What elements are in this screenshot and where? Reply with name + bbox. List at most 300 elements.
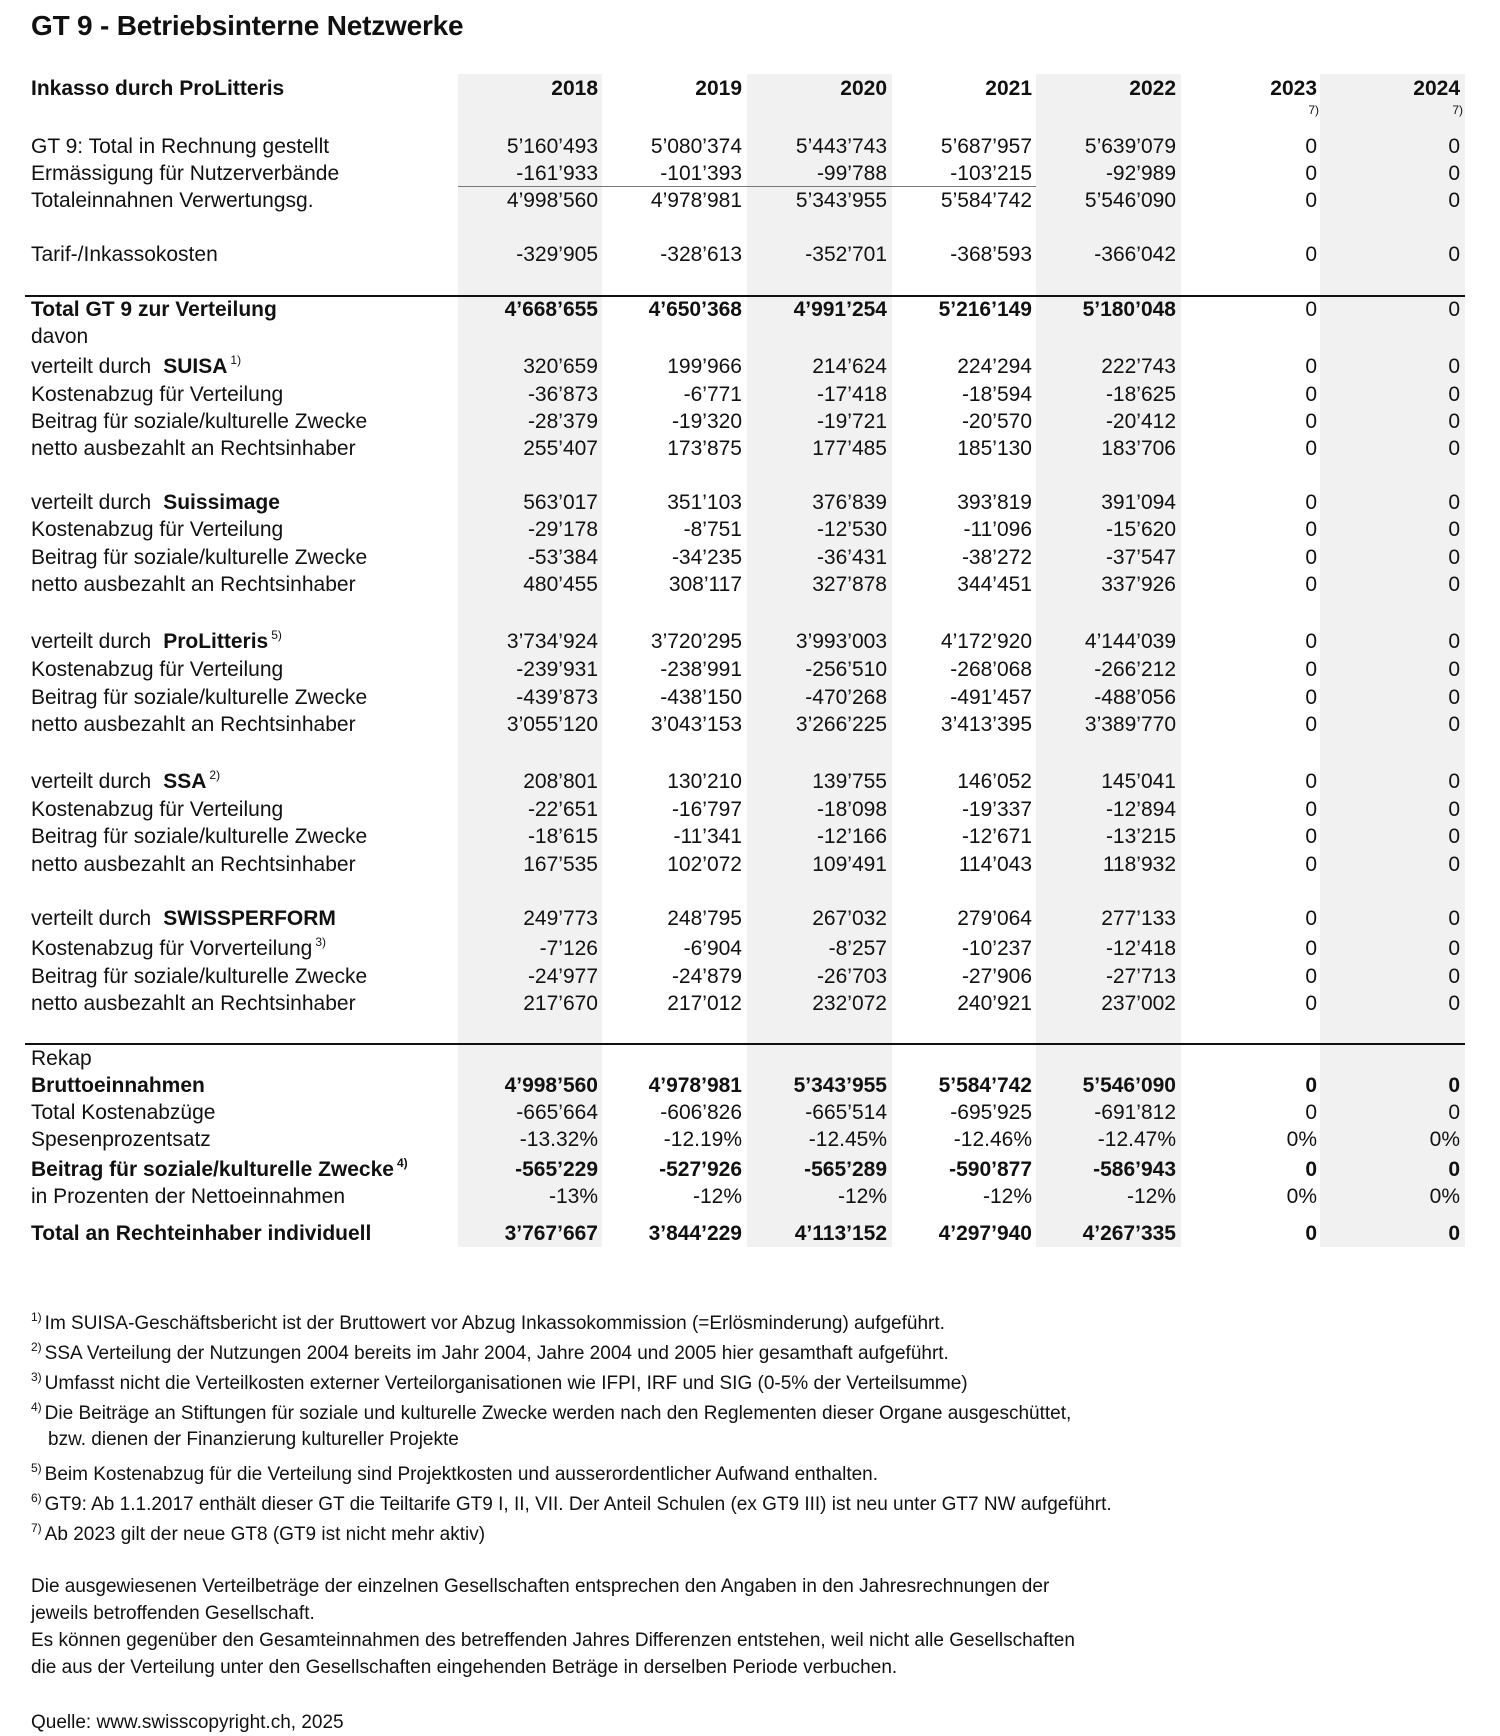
cell: -18’594: [961, 383, 1032, 406]
cell: 0: [1305, 437, 1317, 460]
table-row: [0, 571, 1500, 598]
year-footnote-mark: 7): [1308, 103, 1319, 117]
cell: 3’413’395: [940, 713, 1032, 736]
footnote-mark: 1): [230, 353, 242, 367]
total-row: [0, 296, 1500, 323]
footnote-mark: 3): [315, 935, 327, 949]
footnote-text: bzw. dienen der Finanzierung kultureller Projekte: [48, 1429, 459, 1450]
cell: 0%: [1286, 1185, 1317, 1208]
table-row: [0, 381, 1500, 408]
footnote: [31, 1310, 945, 1335]
table-row: [0, 684, 1500, 711]
cell: -18’615: [527, 825, 598, 848]
row-label: netto ausbezahlt an Rechtsinhaber: [31, 853, 356, 876]
cell: 0: [1305, 937, 1317, 960]
cell: -18’625: [1105, 383, 1176, 406]
cell: -19’320: [671, 410, 742, 433]
rekap-row: [0, 1183, 1500, 1210]
cell: 249’773: [523, 907, 598, 930]
cell: 0%: [1429, 1185, 1460, 1208]
cell: 3’993’003: [795, 630, 887, 653]
cell: -565’229: [515, 1158, 598, 1181]
cell: 4’998’560: [506, 189, 598, 212]
cell: 0: [1448, 383, 1460, 406]
org-name: SWISSPERFORM: [163, 907, 336, 930]
cell: 0: [1448, 798, 1460, 821]
cell: -565’289: [804, 1158, 887, 1181]
cell: 3’734’924: [506, 630, 598, 653]
footnote-mark: 2): [31, 1340, 42, 1354]
cell: -527’926: [659, 1158, 742, 1181]
row-label: Tarif-/Inkassokosten: [31, 243, 218, 266]
distribution-prefix: verteilt durch: [31, 491, 152, 514]
cell: -34’235: [671, 546, 742, 569]
rekap-row: [0, 1156, 1500, 1183]
cell: -101’393: [660, 162, 742, 185]
cell: -439’873: [516, 686, 598, 709]
org-name: ProLitteris: [163, 630, 269, 653]
cell: 0: [1448, 825, 1460, 848]
group-header-row: [0, 489, 1500, 516]
cell: -18’098: [816, 798, 887, 821]
cell: 0: [1448, 1101, 1460, 1124]
cell: -36’873: [527, 383, 598, 406]
cell: 0: [1448, 546, 1460, 569]
cell: 0: [1448, 573, 1460, 596]
row-label: Beitrag für soziale/kulturelle Zwecke: [31, 965, 368, 988]
table-row: [0, 656, 1500, 683]
footnote: [31, 1521, 485, 1546]
cell: 4’172’920: [940, 630, 1032, 653]
cell: 0: [1448, 1158, 1460, 1181]
cell: -665’514: [805, 1101, 887, 1124]
cell: 0: [1305, 825, 1317, 848]
cell: 5’343’955: [795, 189, 887, 212]
cell: -12%: [1126, 1185, 1176, 1208]
cell: -29’178: [527, 518, 598, 541]
cell: 0: [1448, 907, 1460, 930]
row-label: [31, 935, 326, 962]
row-label: netto ausbezahlt an Rechtsinhaber: [31, 992, 356, 1015]
row-label: Bruttoeinnahmen: [31, 1074, 205, 1097]
year-header: 2021: [985, 77, 1032, 100]
cell: 5’160’493: [506, 135, 598, 158]
cell: -103’215: [950, 162, 1032, 185]
cell: 0: [1448, 992, 1460, 1015]
cell: -665’664: [516, 1101, 598, 1124]
cell: 0: [1448, 491, 1460, 514]
cell: 139’755: [812, 770, 887, 793]
cell: 0: [1305, 491, 1317, 514]
table-row: [0, 544, 1500, 571]
cell: 199’966: [667, 355, 742, 378]
cell: 0: [1305, 713, 1317, 736]
cell: 173’875: [667, 437, 742, 460]
year-header: 2022: [1129, 77, 1176, 100]
row-label: Ermässigung für Nutzerverbände: [31, 162, 340, 185]
cell: 0: [1448, 298, 1460, 321]
footnote-mark: 6): [31, 1491, 42, 1505]
page-title: GT 9 - Betriebsinterne Netzwerke: [31, 10, 464, 41]
cell: 232’072: [812, 992, 887, 1015]
cell: 102’072: [667, 853, 742, 876]
row-label: netto ausbezahlt an Rechtsinhaber: [31, 713, 356, 736]
cell: 5’443’743: [795, 135, 887, 158]
row-label: in Prozenten der Nettoeinnahmen: [31, 1185, 346, 1208]
cell: 5’687’957: [940, 135, 1032, 158]
cell: 320’659: [523, 355, 598, 378]
footnote-text: Umfasst nicht die Verteilkosten externer Verteilorganisationen wie IFPI, IRF und SIG (0-5% der Verteilsumme): [44, 1373, 968, 1394]
table-header-row: [0, 75, 1500, 102]
cell: 177’485: [812, 437, 887, 460]
cell: 0: [1305, 162, 1317, 185]
cell: 0: [1305, 907, 1317, 930]
cell: 4’297’940: [938, 1222, 1032, 1245]
table-row: [0, 323, 1500, 350]
cell: 240’921: [957, 992, 1032, 1015]
cell: 0: [1448, 1222, 1460, 1245]
org-name: SUISA: [163, 355, 228, 378]
cell: 3’055’120: [506, 713, 598, 736]
cell: 0: [1305, 573, 1317, 596]
row-label: Totaleinnahnen Verwertungsg.: [31, 189, 314, 212]
cell: 0: [1448, 355, 1460, 378]
cell: 248’795: [667, 907, 742, 930]
cell: -491’457: [950, 686, 1032, 709]
footnote-mark: 7): [31, 1521, 42, 1535]
cell: 0: [1305, 658, 1317, 681]
cell: 109’491: [812, 853, 887, 876]
cell: -27’906: [961, 965, 1032, 988]
distribution-prefix: verteilt durch: [31, 355, 152, 378]
cell: 0: [1448, 937, 1460, 960]
cell: 4’978’981: [650, 189, 742, 212]
distribution-prefix: verteilt durch: [31, 907, 152, 930]
notes-line: Die ausgewiesenen Verteilbeträge der einzelnen Gesellschaften entsprechen den Angaben in den Jahresrechnungen der: [31, 1576, 1050, 1597]
cell: 224’294: [957, 355, 1032, 378]
cell: -53’384: [527, 546, 598, 569]
row-label: Beitrag für soziale/kulturelle Zwecke: [31, 686, 368, 709]
cell: 0: [1448, 1074, 1460, 1097]
row-label: Kostenabzug für Verteilung: [31, 658, 284, 681]
cell: 0: [1448, 518, 1460, 541]
cell: -28’379: [527, 410, 598, 433]
cell: 0: [1305, 518, 1317, 541]
cell: 3’266’225: [795, 713, 887, 736]
cell: 5’546’090: [1082, 1074, 1176, 1097]
cell: -691’812: [1094, 1101, 1176, 1124]
table-header-label: Inkasso durch ProLitteris: [31, 77, 285, 100]
rekap-label-row: [0, 1045, 1500, 1072]
cell: -366’042: [1094, 243, 1176, 266]
cell: 0: [1448, 965, 1460, 988]
cell: 0: [1305, 1074, 1317, 1097]
cell: 277’133: [1101, 907, 1176, 930]
row-label: [31, 489, 280, 516]
footnote-mark: 5): [271, 628, 282, 642]
cell: 4’991’254: [793, 298, 887, 321]
cell: -17’418: [816, 383, 887, 406]
cell: 0: [1305, 1222, 1317, 1245]
footnote-text: SSA Verteilung der Nutzungen 2004 bereits im Jahr 2004, Jahre 2004 und 2005 hier gesamthaft aufgeführt.: [44, 1343, 949, 1364]
row-label: Total an Rechteinhaber individuell: [31, 1222, 372, 1245]
row-label: [31, 353, 241, 380]
cell: 146’052: [957, 770, 1032, 793]
cell: -161’933: [516, 162, 598, 185]
cell: -606’826: [660, 1101, 742, 1124]
cell: -368’593: [950, 243, 1032, 266]
cell: 208’801: [523, 770, 598, 793]
row-label: [31, 768, 220, 795]
cell: 5’080’374: [650, 135, 742, 158]
cell: -268’068: [950, 658, 1032, 681]
row-label: [31, 905, 336, 932]
cell: -256’510: [805, 658, 887, 681]
cell: 0: [1448, 437, 1460, 460]
footnote-text: GT9: Ab 1.1.2017 enthält dieser GT die Teiltarife GT9 I, II, VII. Der Anteil Schulen (ex GT9 III) ist neu unter GT7 NW aufgeführt.: [44, 1494, 1112, 1515]
cell: 267’032: [812, 907, 887, 930]
rekap-row: [0, 1099, 1500, 1126]
row-label: netto ausbezahlt an Rechtsinhaber: [31, 437, 356, 460]
distribution-prefix: verteilt durch: [31, 630, 152, 653]
cell: -12’671: [961, 825, 1032, 848]
cell: 376’839: [812, 491, 887, 514]
group-header-row: [0, 768, 1500, 795]
footnote-mark: 1): [31, 1310, 42, 1324]
footnote-mark: 4): [31, 1400, 42, 1414]
row-label: davon: [31, 325, 89, 348]
cell: 3’043’153: [650, 713, 742, 736]
cell: 5’584’742: [938, 1074, 1032, 1097]
cell: 118’932: [1102, 853, 1176, 876]
cell: 0: [1305, 1101, 1317, 1124]
cell: -488’056: [1094, 686, 1176, 709]
row-label: Spesenprozentsatz: [31, 1128, 211, 1151]
cell: 391’094: [1101, 491, 1176, 514]
cell: 308’117: [668, 573, 742, 596]
cell: 4’978’981: [648, 1074, 742, 1097]
footnote: [31, 1400, 1071, 1425]
cell: 4’113’152: [794, 1222, 887, 1245]
year-header: 2018: [551, 77, 598, 100]
cell: -12.45%: [808, 1128, 887, 1151]
notes-line: jeweils betroffenden Gesellschaft.: [31, 1603, 315, 1624]
cell: -19’721: [816, 410, 887, 433]
year-footnote-mark: 7): [1452, 103, 1463, 117]
table-row: [0, 963, 1500, 990]
cell: -13’215: [1105, 825, 1176, 848]
footnote-text: Ab 2023 gilt der neue GT8 (GT9 ist nicht mehr aktiv): [44, 1524, 486, 1545]
cell: -12’894: [1105, 798, 1176, 821]
cell: -10’237: [961, 937, 1032, 960]
cell: 0: [1305, 135, 1317, 158]
table-row: [0, 408, 1500, 435]
cell: 255’407: [523, 437, 598, 460]
table-row: [0, 990, 1500, 1017]
group-header-row: [0, 353, 1500, 380]
row-label: Beitrag für soziale/kulturelle Zwecke: [31, 546, 368, 569]
footnote-text: Beim Kostenabzug für die Verteilung sind Projektkosten und ausserordentlicher Aufwand enthalten.: [44, 1464, 879, 1485]
cell: 214’624: [812, 355, 887, 378]
cell: 0: [1305, 1158, 1317, 1181]
footnote-text: Die Beiträge an Stiftungen für soziale und kulturelle Zwecke werden nach den Reglementen dieser Organe ausgeschüttet,: [44, 1403, 1072, 1424]
cell: 0: [1305, 992, 1317, 1015]
cell: -470’268: [805, 686, 887, 709]
cell: 5’216’149: [938, 298, 1032, 321]
cell: 3’767’667: [504, 1222, 598, 1245]
group-header-row: [0, 905, 1500, 932]
row-label-text: Kostenabzug für Vorverteilung: [31, 937, 313, 960]
cell: -438’150: [660, 686, 742, 709]
cell: 185’130: [957, 437, 1032, 460]
cell: -92’989: [1105, 162, 1176, 185]
cell: 0: [1448, 135, 1460, 158]
cell: -20’570: [961, 410, 1032, 433]
cell: -8’257: [828, 937, 887, 960]
cell: 0: [1305, 630, 1317, 653]
footnote-mark: 3): [31, 1370, 42, 1384]
cell: 5’584’742: [940, 189, 1032, 212]
cell: 0: [1305, 243, 1317, 266]
table-row: [0, 823, 1500, 850]
table-row: [0, 187, 1500, 214]
row-label: [31, 628, 282, 655]
cell: 222’743: [1101, 355, 1176, 378]
cell: -8’751: [683, 518, 742, 541]
cell: 0: [1305, 798, 1317, 821]
table-row: [0, 435, 1500, 462]
cell: 0: [1448, 243, 1460, 266]
cell: -12.46%: [953, 1128, 1032, 1151]
cell: 0: [1305, 965, 1317, 988]
cell: -36’431: [816, 546, 887, 569]
cell: -328’613: [660, 243, 742, 266]
cell: 0: [1305, 546, 1317, 569]
row-label: Total GT 9 zur Verteilung: [31, 298, 277, 321]
cell: -26’703: [816, 965, 887, 988]
cell: -12’530: [816, 518, 887, 541]
cell: 167’535: [523, 853, 598, 876]
cell: 145’041: [1101, 770, 1176, 793]
cell: 4’998’560: [504, 1074, 598, 1097]
cell: -15’620: [1105, 518, 1176, 541]
cell: -38’272: [961, 546, 1032, 569]
footnote-text: Im SUISA-Geschäftsbericht ist der Bruttowert vor Abzug Inkassokommission (=Erlösminderung) aufgeführt.: [44, 1313, 945, 1334]
cell: 0: [1448, 686, 1460, 709]
table-row: [0, 796, 1500, 823]
cell: 327’878: [812, 573, 887, 596]
cell: 0: [1305, 189, 1317, 212]
row-label: Kostenabzug für Verteilung: [31, 798, 284, 821]
cell: 0: [1305, 355, 1317, 378]
cell: 237’002: [1101, 992, 1176, 1015]
footnote: [31, 1461, 878, 1486]
rekap-row: [0, 1126, 1500, 1153]
cell: -11’341: [673, 825, 742, 848]
cell: 279’064: [957, 907, 1032, 930]
cell: 5’639’079: [1084, 135, 1176, 158]
year-footnote-row: [0, 100, 1500, 120]
cell: 344’451: [957, 573, 1032, 596]
cell: -238’991: [660, 658, 742, 681]
cell: -99’788: [816, 162, 887, 185]
cell: -27’713: [1105, 965, 1176, 988]
cell: 0: [1305, 853, 1317, 876]
org-name: Suissimage: [163, 491, 280, 514]
cell: -24’977: [527, 965, 598, 988]
cell: 3’844’229: [648, 1222, 742, 1245]
year-header: 2019: [695, 77, 742, 100]
cell: 393’819: [957, 491, 1032, 514]
cell: 0: [1448, 410, 1460, 433]
cell: -20’412: [1105, 410, 1176, 433]
cell: 0%: [1286, 1128, 1317, 1151]
cell: 0: [1448, 713, 1460, 736]
row-label: Beitrag für soziale/kulturelle Zwecke: [31, 410, 368, 433]
cell: 0: [1305, 383, 1317, 406]
table-row: [0, 160, 1500, 187]
cell: 130’210: [667, 770, 742, 793]
footnote: [31, 1491, 1112, 1516]
cell: -12’166: [816, 825, 887, 848]
notes-line: die aus der Verteilung unter den Gesellschaften eingehenden Beträge in derselben Periode verbuchen.: [31, 1657, 898, 1678]
cell: -12.19%: [663, 1128, 742, 1151]
table-row: [0, 241, 1500, 268]
table-row: [0, 935, 1500, 962]
cell: 0: [1448, 630, 1460, 653]
row-label: Total Kostenabzüge: [31, 1101, 216, 1124]
cell: -22’651: [527, 798, 598, 821]
year-header: 2024: [1413, 77, 1460, 100]
cell: 0: [1448, 853, 1460, 876]
cell: 5’343’955: [793, 1074, 887, 1097]
cell: -266’212: [1094, 658, 1176, 681]
cell: 0: [1448, 162, 1460, 185]
cell: 217’012: [667, 992, 742, 1015]
cell: 114’043: [958, 853, 1032, 876]
cell: -37’547: [1105, 546, 1176, 569]
cell: -16’797: [671, 798, 742, 821]
row-label: Kostenabzug für Verteilung: [31, 383, 284, 406]
row-label: GT 9: Total in Rechnung gestellt: [31, 135, 330, 158]
cell: -590’877: [949, 1158, 1032, 1181]
distribution-prefix: verteilt durch: [31, 770, 152, 793]
cell: -12%: [982, 1185, 1032, 1208]
cell: 4’650’368: [648, 298, 742, 321]
rekap-row: [0, 1072, 1500, 1099]
cell: -12%: [837, 1185, 887, 1208]
cell: -6’904: [683, 937, 742, 960]
cell: -12%: [692, 1185, 742, 1208]
footnote: [31, 1370, 968, 1395]
cell: -695’925: [950, 1101, 1032, 1124]
source-line: Quelle: www.swisscopyright.ch, 2025: [31, 1712, 344, 1733]
cell: -586’943: [1093, 1158, 1176, 1181]
rekap-label: Rekap: [31, 1047, 92, 1070]
rekap-total-row: [0, 1220, 1500, 1247]
table-row: [0, 851, 1500, 878]
cell: 351’103: [667, 491, 742, 514]
cell: -7’126: [539, 937, 598, 960]
table-row: [0, 133, 1500, 160]
footnote-mark: 4): [396, 1156, 408, 1170]
footnote-continuation: [48, 1429, 459, 1451]
cell: 5’546’090: [1084, 189, 1176, 212]
cell: -329’905: [516, 243, 598, 266]
cell: 4’267’335: [1082, 1222, 1176, 1245]
row-label: Beitrag für soziale/kulturelle Zwecke: [31, 825, 368, 848]
table-row: [0, 711, 1500, 738]
